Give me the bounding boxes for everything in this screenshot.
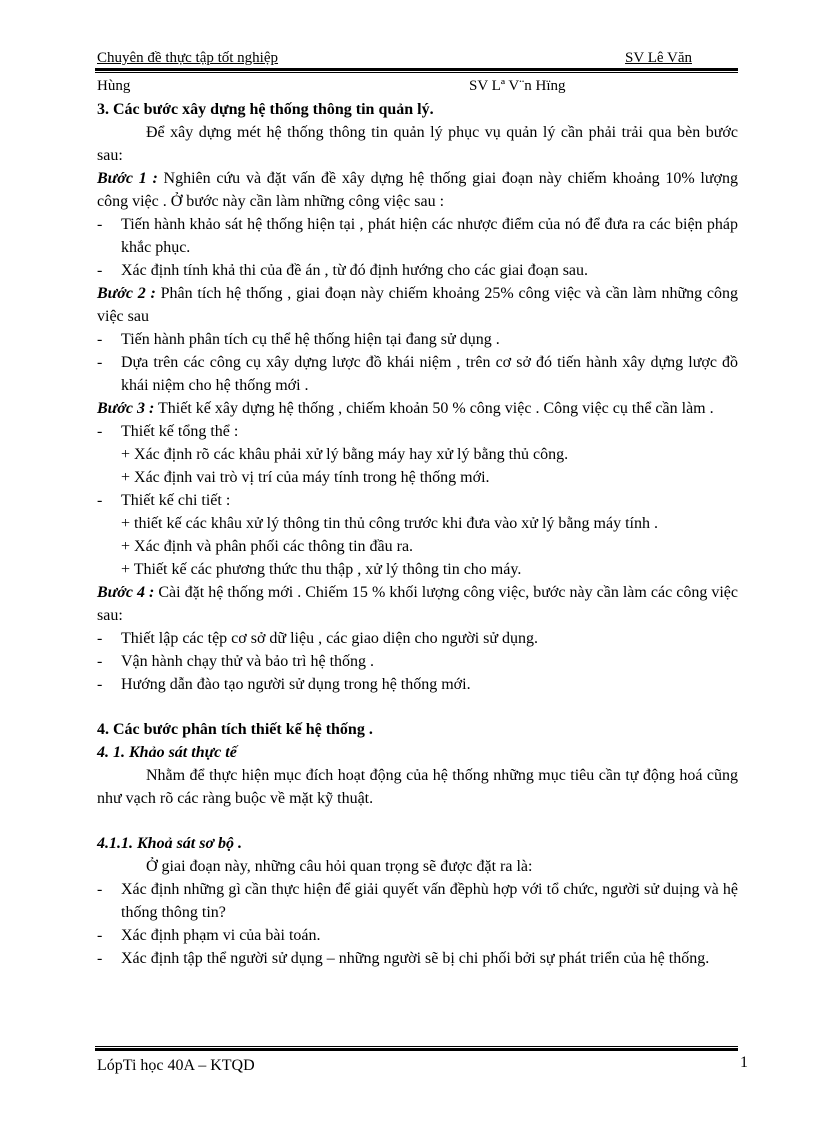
sub-item: + Thiết kế các phương thức thu thập , xử lý thông tin cho máy. — [121, 561, 522, 578]
list-item-text: Thiết lập các tệp cơ sở dữ liệu , các giao diện cho người sử dụng. — [121, 630, 539, 647]
bullet-dash: - — [97, 216, 103, 233]
list-item-text: Dựa trên các công cụ xây dựng lược đồ khái niệm , trên cơ sở đó tiến hành xây dựng lược đồ khái niệm cho hệ thống mới . — [121, 354, 738, 394]
list-item-text: Xác định phạm vi của bài toán. — [121, 927, 321, 944]
page-number: 1 — [740, 1054, 748, 1071]
list-item — [97, 947, 738, 970]
list-item-text: Xác định tập thể người sử dụng – những người sẽ bị chi phối bởi sự phát triển của hệ thống. — [121, 950, 710, 967]
header-author: SV Lê Văn — [625, 50, 692, 66]
footer-rule — [97, 1046, 738, 1052]
section-4-1-1-list — [97, 878, 738, 970]
step-label: Bước 1 : — [97, 170, 158, 187]
list-item — [97, 489, 738, 512]
list-item — [97, 420, 738, 443]
list-item — [97, 328, 738, 351]
section-4-1-1-title: 4.1.1. Khoả sát sơ bộ . — [97, 835, 243, 852]
step-paragraph — [97, 282, 738, 328]
sub-item: + Xác định rõ các khâu phải xử lý bằng máy hay xử lý bằng thủ công. — [121, 446, 569, 463]
step-paragraph — [97, 397, 738, 420]
list-item — [97, 650, 738, 673]
step-paragraph — [97, 167, 738, 213]
step-label: Bước 2 : — [97, 285, 156, 302]
sub-item: + Xác định và phân phối các thông tin đầu ra. — [121, 538, 414, 555]
list-item-text: Vận hành chạy thử và bảo trì hệ thống . — [121, 653, 375, 670]
list-item — [97, 924, 738, 947]
section-4-title: 4. Các bước phân tích thiết kế hệ thống . — [97, 721, 373, 738]
bullet-dash: - — [97, 354, 103, 371]
running-header — [97, 48, 738, 68]
sub-item: + thiết kế các khâu xử lý thông tin thủ công trước khi đưa vào xử lý bằng máy tính . — [121, 515, 658, 532]
section-4-1-text: Nhằm để thực hiện mục đích hoạt động của hệ thống những mục tiêu cần tự động hoá cũng như vạch rõ các ràng buộc về mặt kỹ thuật. — [97, 767, 738, 807]
list-item-text: Xác định những gì cần thực hiện để giải quyết vấn đềphù hợp với tổ chức, người sử duịng và hệ thống thông tin? — [121, 881, 738, 921]
section-3-title: 3. Các bước xây dựng hệ thống thông tin quản lý. — [97, 101, 434, 118]
step-label: Bước 4 : — [97, 584, 155, 601]
document-body — [97, 98, 738, 970]
bullet-dash: - — [97, 950, 103, 967]
step-paragraph — [97, 581, 738, 627]
bullet-dash: - — [97, 927, 103, 944]
bullet-dash: - — [97, 881, 103, 898]
section-4-1-1-text: Ở giai đoạn này, những câu hỏi quan trọng sẽ được đặt ra là: — [146, 858, 533, 875]
bullet-dash: - — [97, 492, 103, 509]
header-author-garbled: SV Lª V¨n Hïng — [469, 78, 566, 94]
bullet-dash: - — [97, 331, 103, 348]
step-label: Bước 3 : — [97, 400, 155, 417]
list-item-text: Thiết kế chi tiết : — [121, 492, 231, 509]
document-page — [97, 48, 738, 970]
list-item — [97, 878, 738, 924]
bullet-dash: - — [97, 262, 103, 279]
list-item — [97, 351, 738, 397]
list-item-text: Hướng dẫn đào tạo người sử dụng trong hệ thống mới. — [121, 676, 471, 693]
header-title: Chuyên đề thực tập tốt nghiệp — [97, 50, 279, 66]
bullet-dash: - — [97, 630, 103, 647]
bullet-dash: - — [97, 653, 103, 670]
section-3-intro: Để xây dựng mét hệ thống thông tin quản lý phục vụ quản lý cần phải trải qua bèn bước sau: — [97, 124, 738, 164]
steps-list — [97, 167, 738, 696]
step-text: Cài đặt hệ thống mới . Chiếm 15 % khối lượng công việc, bước này cần làm các công việc sau: — [97, 584, 738, 624]
list-item — [97, 213, 738, 259]
header-second-line — [97, 76, 738, 98]
sub-item: + Xác định vai trò vị trí của máy tính trong hệ thống mới. — [121, 469, 490, 486]
page-footer — [97, 1046, 748, 1074]
section-4-1-title: 4. 1. Khảo sát thực tế — [97, 744, 237, 761]
list-item-text: Thiết kế tổng thể : — [121, 423, 239, 440]
list-item-text: Tiến hành phân tích cụ thể hệ thống hiện tại đang sử dụng . — [121, 331, 500, 348]
step-text: Phân tích hệ thống , giai đoạn này chiếm khoảng 25% công việc và cần làm những công việc sau — [97, 285, 738, 325]
list-item — [97, 627, 738, 650]
bullet-dash: - — [97, 676, 103, 693]
header-author-continued: Hùng — [97, 78, 131, 94]
list-item — [97, 259, 738, 282]
list-item-text: Tiến hành khảo sát hệ thống hiện tại , phát hiện các nhược điểm của nó để đưa ra các biện pháp khắc phục. — [121, 216, 738, 256]
list-item-text: Xác định tính khả thi của đề án , từ đó định hướng cho các giai đoạn sau. — [121, 262, 589, 279]
list-item — [97, 673, 738, 696]
step-text: Nghiên cứu và đặt vấn đề xây dựng hệ thống giai đoạn này chiếm khoảng 10% lượng công việc . Ở bước này cần làm những công việc sau : — [97, 170, 739, 210]
step-text: Thiết kế xây dựng hệ thống , chiếm khoản 50 % công việc . Công việc cụ thể cần làm . — [154, 400, 714, 417]
footer-class: LópTi học 40A – KTQD — [97, 1057, 255, 1074]
header-rule — [97, 68, 738, 74]
bullet-dash: - — [97, 423, 103, 440]
